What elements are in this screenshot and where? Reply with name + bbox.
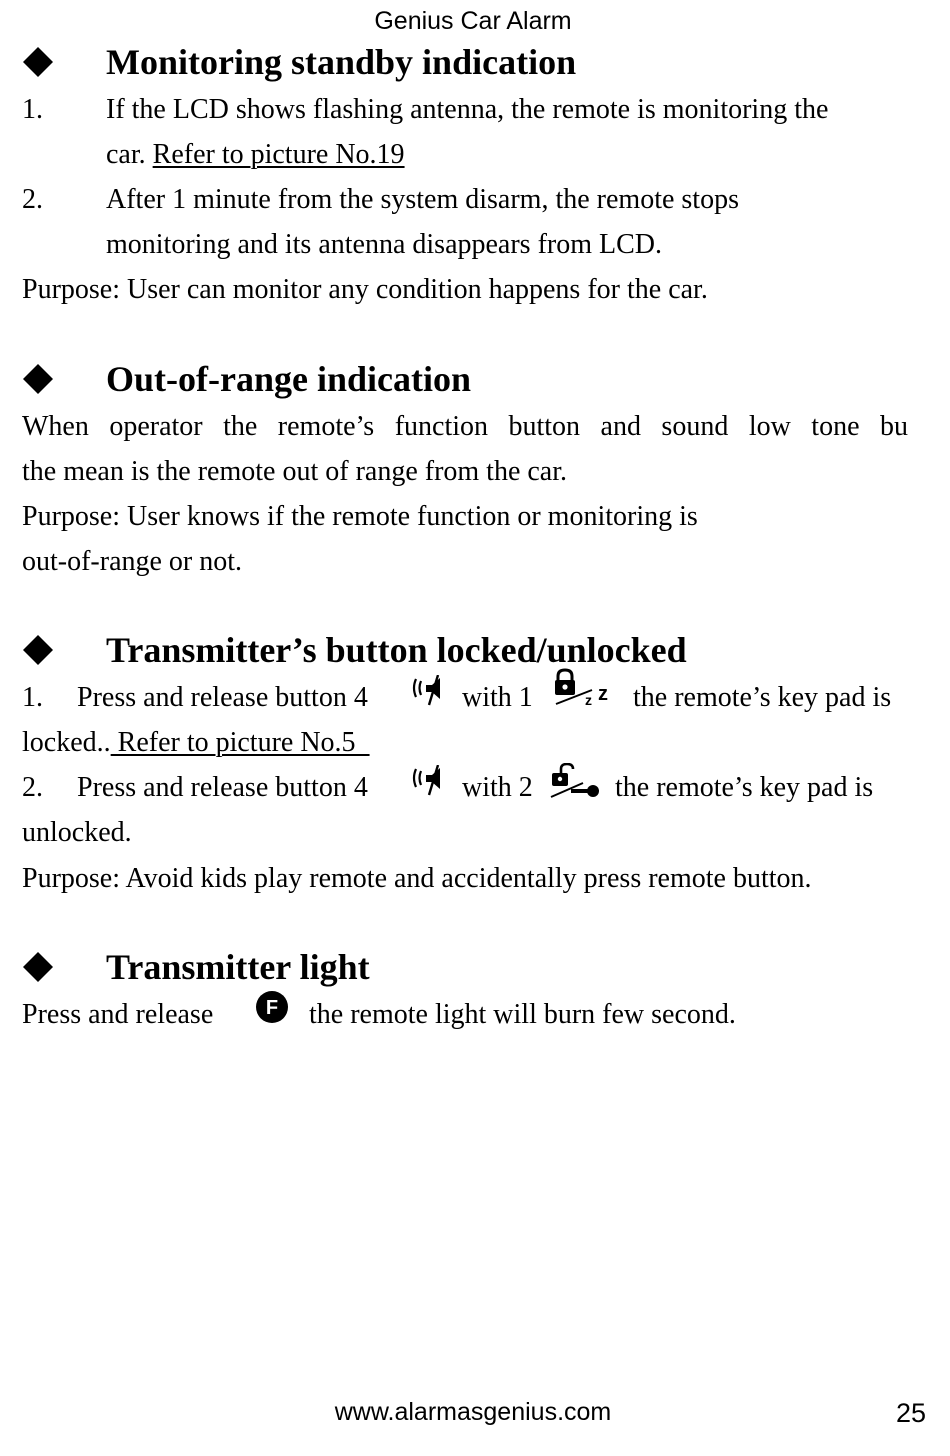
diamond-bullet-icon	[23, 635, 53, 665]
panic-horn-icon	[412, 765, 448, 797]
list-number: 1.	[22, 682, 43, 713]
diamond-bullet-icon	[23, 952, 53, 982]
diamond-bullet-icon	[23, 364, 53, 394]
footer-website-url[interactable]: www.alarmasgenius.com	[334, 1398, 612, 1426]
svg-text:z: z	[585, 692, 592, 708]
page-header-title: Genius Car Alarm	[374, 7, 572, 35]
section-heading-button-lock: Transmitter’s button locked/unlocked	[106, 630, 687, 670]
list-item-text: the remote’s key pad is	[633, 682, 892, 713]
purpose-text: Purpose: Avoid kids play remote and accidentally press remote button.	[22, 863, 812, 894]
list-item-text-continued: monitoring and its antenna disappears from LCD.	[106, 229, 662, 260]
list-number: 2.	[22, 772, 43, 803]
list-item-text: Press and release button 4	[77, 682, 368, 713]
list-item-text: After 1 minute from the system disarm, the remote stops	[106, 184, 739, 215]
paragraph-text: Press and release	[22, 999, 214, 1030]
list-item-text: with 2	[462, 772, 533, 803]
section-heading-out-of-range: Out-of-range indication	[106, 359, 471, 399]
text-fragment: locked..	[22, 727, 111, 758]
paragraph-text: the remote light will burn few second.	[309, 999, 736, 1030]
diamond-bullet-icon	[23, 47, 53, 77]
section-heading-transmitter-light: Transmitter light	[106, 947, 370, 987]
paragraph-text: the mean is the remote out of range from the car.	[22, 456, 568, 487]
list-item-text: Press and release button 4	[77, 772, 368, 803]
function-letter: F	[265, 997, 279, 1019]
text-fragment: car.	[106, 139, 153, 170]
list-item-text: the remote’s key pad is	[615, 772, 874, 803]
list-number: 2.	[22, 184, 43, 215]
picture-reference-link[interactable]: Refer to picture No.5	[110, 727, 370, 758]
list-item-text-continued: unlocked.	[22, 817, 132, 848]
unlock-key-icon	[549, 763, 603, 801]
list-item-text: with 1	[462, 682, 533, 713]
paragraph-text: When operator the remote’s function button and sound low tone bu	[22, 411, 908, 442]
list-number: 1.	[22, 94, 43, 125]
purpose-text: Purpose: User knows if the remote function or monitoring is	[22, 501, 698, 532]
svg-text:z: z	[598, 683, 608, 705]
purpose-text: out-of-range or not.	[22, 546, 243, 577]
list-item-text: If the LCD shows flashing antenna, the remote is monitoring the	[106, 94, 829, 125]
picture-reference-link[interactable]: Refer to picture No.19	[152, 139, 405, 170]
section-heading-monitoring: Monitoring standby indication	[106, 42, 577, 82]
list-item-text-continued	[106, 138, 405, 172]
purpose-text: Purpose: User can monitor any condition happens for the car.	[22, 274, 708, 305]
function-f-button-icon	[254, 989, 290, 1025]
panic-horn-icon	[412, 675, 448, 707]
lock-sleep-icon	[552, 668, 618, 708]
page-number: 25	[895, 1398, 926, 1428]
list-item-text-continued	[22, 726, 370, 760]
